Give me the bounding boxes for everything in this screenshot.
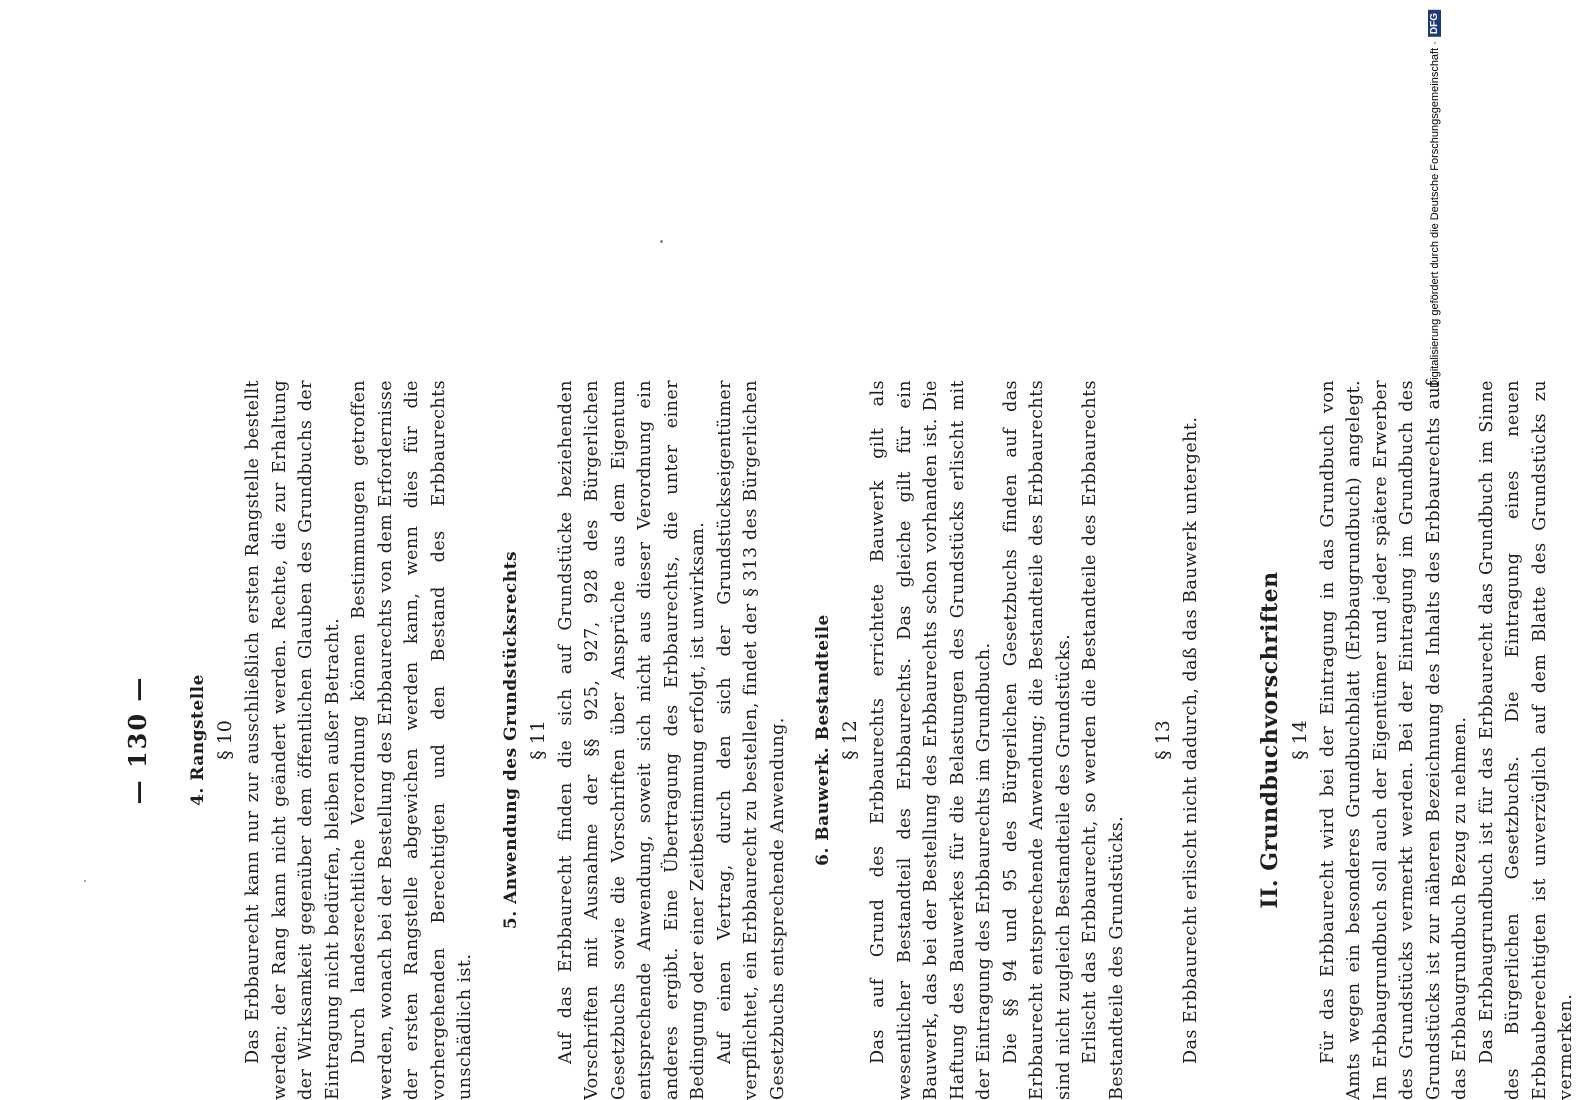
section-bauwerk	[813, 380, 1130, 1100]
rotated-document-page	[117, 380, 1576, 1100]
section-heading: II. Grundbuchvorschriften	[1256, 571, 1283, 909]
credit-text: Digitalisierung gefördert durch die Deutsche Forschungsgemeinschaft ·	[1428, 41, 1441, 388]
paragraph-number: § 10	[214, 720, 236, 760]
section-paragraph-13	[1152, 380, 1205, 1100]
section-anwendung	[501, 380, 792, 1100]
paragraph-text: Das Erbbaugrundbuch ist für das Erbbaurecht das Grundbuch im Sinne des Bürgerlichen Gesetzbuchs. Die Eintragung eines neuen Erbbauberechtigten ist unverzüglich auf dem Blatte des Grundstücks zu vermerken.	[1476, 380, 1576, 1100]
dfg-logo-icon: DFG	[1428, 10, 1441, 37]
scan-speck	[84, 880, 86, 882]
paragraph-text: Auf einen Vertrag, durch den sich der Grundstückseigentümer verpflichtet, ein Erbbaurecht zu bestellen, findet der § 313 des Bürgerlichen Gesetzbuchs entsprechende Anwendung.	[714, 380, 788, 1100]
paragraph-text: Durch landesrechtliche Verordnung können Bestimmungen getroffen werden, wonach bei der Bestellung des Erbbaurechts von dem Erfordernisse der ersten Rangstelle abgewichen werden kann, wenn dies für die vorhergehenden Berechtigten und den Bestand des Erbbaurechts unschädlich ist.	[349, 380, 475, 1100]
paragraph-number: § 12	[839, 720, 861, 760]
paragraph-number: § 14	[1288, 720, 1311, 760]
section-heading: 6. Bauwerk. Bestandteile	[813, 614, 833, 866]
page-number: — 130 —	[123, 675, 152, 805]
section-heading: 4. Rangstelle	[188, 674, 208, 806]
paragraph-number: § 11	[526, 720, 549, 760]
section-heading: 5. Anwendung des Grundstücksrechts	[500, 550, 521, 930]
section-rangstelle	[188, 380, 479, 1100]
digitization-credit	[1428, 10, 1441, 388]
section-grundbuchvorschriften	[1257, 380, 1580, 1100]
paragraph-text: Erlischt das Erbbaurecht, so werden die Bestandteile des Erbbaurechts Bestandteile des Grundstücks.	[1080, 380, 1127, 1100]
paragraph-text: Die §§ 94 und 95 des Bürgerlichen Gesetzbuchs finden auf das Erbbaurecht entsprechende Anwendung; die Bestandteile des Erbbaurechts sind nicht zugleich Bestandteile des Grundstücks.	[1000, 380, 1074, 1100]
paragraph-text: Auf das Erbbaurecht finden die sich auf Grundstücke beziehenden Vorschriften mit Ausnahme der §§ 925, 927, 928 des Bürgerlichen Gesetzbuchs sowie die Vorschriften über Ansprüche aus dem Eigentum entsprechende Anwendung, soweit sich nicht aus dieser Verordnung ein anderes ergibt. Eine Übertragung des Erbbaurechts, die unter einer Bedingung oder einer Zeitbestimmung erfolgt, ist unwirksam.	[555, 380, 708, 1100]
paragraph-number: § 13	[1152, 720, 1174, 760]
paragraph-text: Das Erbbaurecht kann nur zur ausschließlich ersten Rangstelle bestellt werden; der Rang kann nicht geändert werden. Rechte, die zur Erhaltung der Wirksamkeit gegenüber dem öffentlichen Glauben des Grundbuchs der Eintragung nicht bedürfen, bleiben außer Betracht.	[243, 380, 343, 1100]
scan-speck	[660, 240, 663, 243]
paragraph-text: Das auf Grund des Erbbaurechts errichtete Bauwerk gilt als wesentlicher Bestandteil des Erbbaurechts. Das gleiche gilt für ein Bauwerk, das bei der Bestellung des Erbbaurechts schon vorhanden ist. Die Haftung des Bauwerkes für die Belastungen des Grundstücks erlischt mit der Eintragung des Erbbaurechts im Grundbuch.	[868, 380, 994, 1100]
paragraph-text: Das Erbbaurecht erlischt nicht dadurch, daß das Bauwerk untergeht.	[1181, 416, 1201, 1064]
paragraph-text: Für das Erbbaurecht wird bei der Eintragung in das Grundbuch von Amts wegen ein besonderes Grundbuchblatt (Erbbaugrundbuch) angelegt. Im Erbbaugrundbuch soll auch der Eigentümer und jeder spätere Erwerber des Grundstücks vermerkt werden. Bei der Eintragung im Grundbuch des Grundstücks ist zur näheren Bezeichnung des Inhalts des Erbbaurechts auf das Erbbaugrundbuch Bezug zu nehmen.	[1317, 380, 1470, 1100]
